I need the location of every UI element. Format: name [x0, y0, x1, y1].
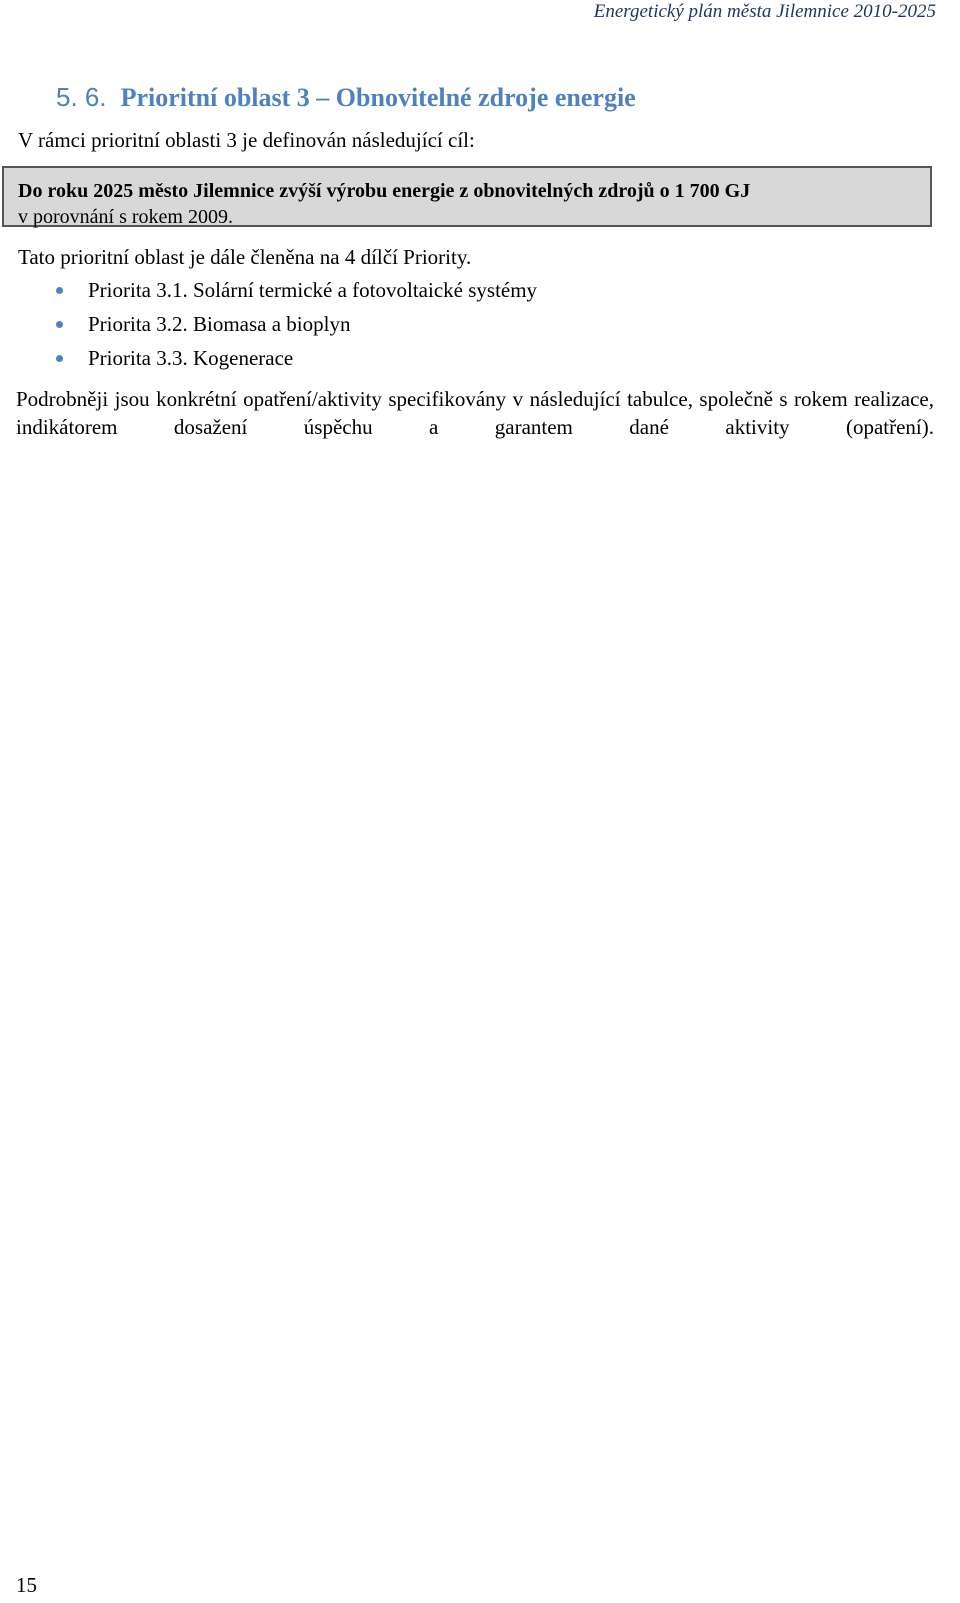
list-item: [0, 311, 537, 345]
intro-paragraph: V rámci prioritní oblasti 3 je definován následující cíl:: [18, 128, 475, 152]
breakdown-paragraph: Tato prioritní oblast je dále členěna na 4 dílčí Priority.: [18, 245, 472, 269]
bullet-icon: [56, 287, 63, 294]
section-heading: [56, 80, 636, 115]
priority-label: Priorita 3.2. Biomasa a bioplyn: [88, 312, 351, 336]
running-header: Energetický plán města Jilemnice 2010-2025: [593, 1, 936, 22]
list-item: [0, 277, 537, 311]
goal-box: [2, 166, 932, 227]
bullet-icon: [56, 321, 63, 328]
priority-list: [0, 277, 537, 379]
section-title: Prioritní oblast 3 – Obnovitelné zdroje energie: [120, 83, 636, 112]
section-number: 5. 6.: [56, 82, 107, 112]
page-number: 15: [16, 1573, 37, 1597]
priority-label: Priorita 3.1. Solární termické a fotovoltaické systémy: [88, 278, 538, 302]
details-paragraph: Podrobněji jsou konkrétní opatření/aktivity specifikovány v následující tabulce, společně s rokem realizace, indikátorem dosažení úspěchu a garantem dané aktivity (opatření).: [16, 387, 934, 439]
priority-label: Priorita 3.3. Kogenerace: [88, 346, 294, 370]
bullet-icon: [56, 355, 63, 362]
goal-line-1: Do roku 2025 město Jilemnice zvýší výrobu energie z obnovitelných zdrojů o 1 700 GJ: [18, 180, 751, 202]
list-item: [0, 345, 537, 379]
goal-line-2: v porovnání s rokem 2009.: [18, 206, 233, 228]
